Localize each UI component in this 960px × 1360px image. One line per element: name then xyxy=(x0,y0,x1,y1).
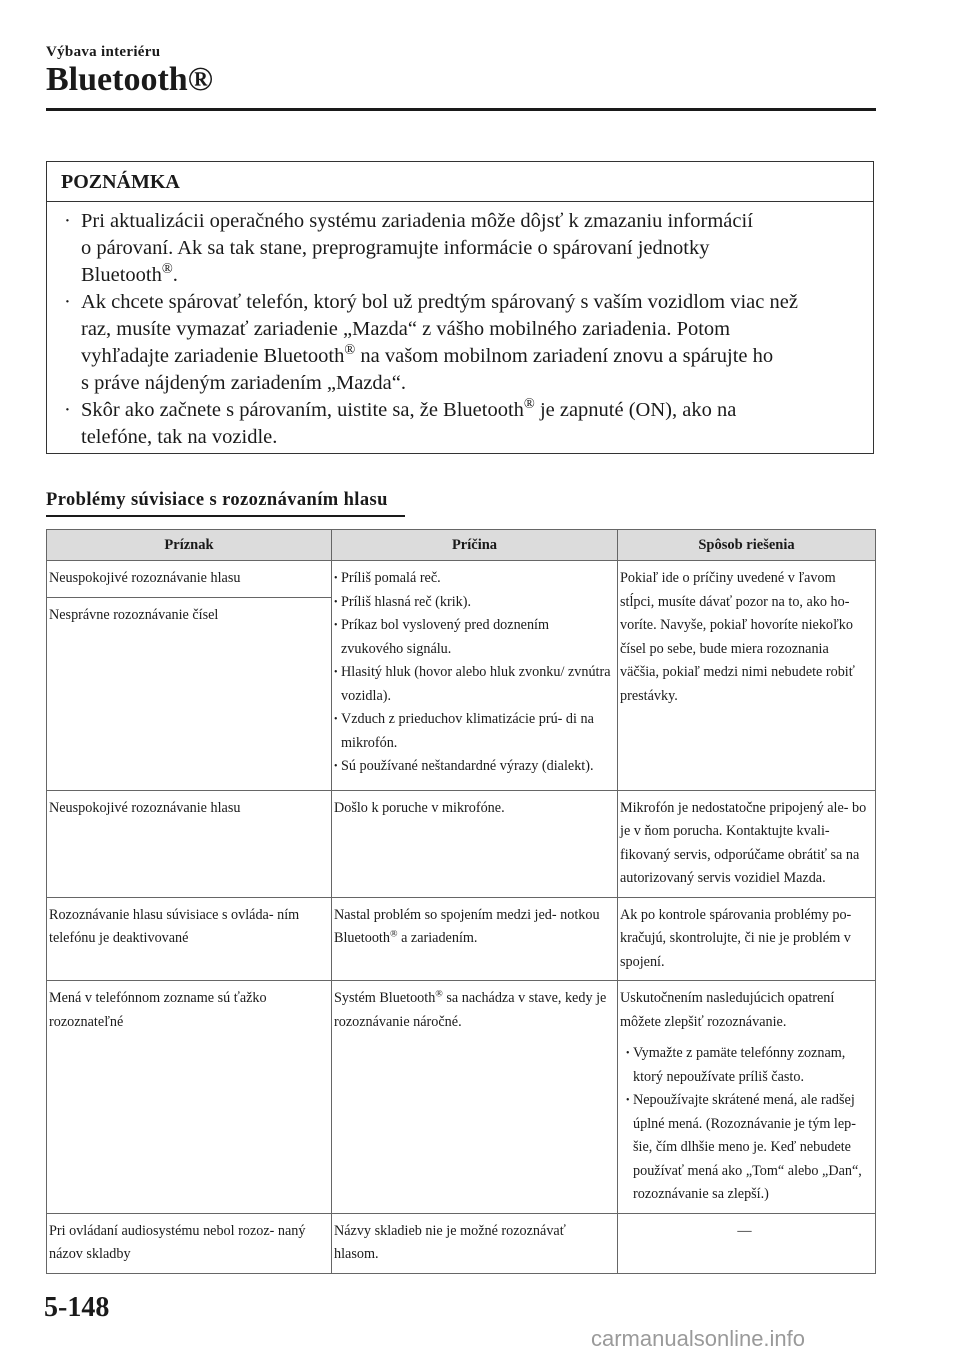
note-text: Bluetooth xyxy=(81,264,162,286)
cause-list xyxy=(334,567,611,779)
symptom-cell: Pri ovládaní audiosystému nebol rozoz- naný názov skladby xyxy=(47,1213,332,1273)
list-item: • Vzduch z prieduchov klimatizácie prú- di na mikrofón. xyxy=(334,708,611,755)
note-bullet: · xyxy=(64,291,71,313)
cause-cell xyxy=(332,981,618,1214)
list-item: • Sú používané neštandardné výrazy (dialekt). xyxy=(334,755,611,779)
solution-list xyxy=(620,1042,869,1207)
header-symptom: Príznak xyxy=(47,530,332,561)
list-item: • Príkaz bol vyslovený pred doznením zvukového signálu. xyxy=(334,614,611,661)
table-row xyxy=(47,897,876,981)
watermark: carmanualsonline.info xyxy=(591,1326,806,1351)
solution-cell: Pokiaľ ide o príčiny uvedené v ľavom stĺpci, musíte dávať pozor na to, ako ho- voríte. Navyše, pokiaľ hovoríte niekoľko čísel po sebe, bude miera rozoznania väčšia, pokiaľ medzi nimi nebudete robiť prestávky. xyxy=(618,561,876,791)
table-row xyxy=(47,561,876,598)
cause-cell xyxy=(332,561,618,791)
note-text: vyhľadajte zariadenie Bluetooth xyxy=(81,345,345,367)
note-text: Ak chcete spárovať telefón, ktorý bol už predtým spárovaný s vaším vozidlom viac než xyxy=(81,291,798,313)
list-item: • Príliš hlasná reč (krik). xyxy=(334,591,611,615)
note-box xyxy=(46,161,874,454)
symptom-cell: Neuspokojivé rozoznávanie hlasu xyxy=(47,561,332,598)
note-item: · Pri aktualizácii operačného systému zariadenia môže dôjsť k zmazaniu informácií o párovaní. Ak sa tak stane, preprogramujte informácie o spárovaní jednotky Bluetooth®. xyxy=(64,210,753,286)
registered-mark: ® xyxy=(435,988,443,1000)
note-bullet: · xyxy=(64,210,71,232)
section-label: Výbava interiéru xyxy=(46,44,161,60)
symptom-cell: Nesprávne rozoznávanie čísel xyxy=(47,597,332,790)
list-item: • Príliš pomalá reč. xyxy=(334,567,611,591)
solution-cell xyxy=(618,981,876,1214)
note-text: je zapnuté (ON), ako na xyxy=(539,399,737,421)
list-item: • Hlasitý hluk (hovor alebo hluk zvonku/ zvnútra vozidla). xyxy=(334,661,611,708)
note-text: o párovaní. Ak sa tak stane, preprogramujte informácie o spárovaní jednotky xyxy=(81,237,710,259)
note-bullet: · xyxy=(64,399,71,421)
solution-cell: Ak po kontrole spárovania problémy po- kračujú, skontrolujte, či nie je problém v spojení. xyxy=(618,897,876,981)
header-cause: Príčina xyxy=(332,530,618,561)
cause-text: Nastal problém so spojením medzi jed- notkou Bluetooth xyxy=(334,906,600,946)
cause-cell: Názvy skladieb nie je možné rozoznávať hlasom. xyxy=(332,1213,618,1273)
solution-cell: Mikrofón je nedostatočne pripojený ale- bo je v ňom porucha. Kontaktujte kvali- fikovaný servis, odporúčame obrátiť sa na autorizovaný servis vozidiel Mazda. xyxy=(618,790,876,897)
list-item: • Vymažte z pamäte telefónny zoznam, ktorý nepoužívate príliš často. xyxy=(626,1042,869,1089)
list-item: • Nepoužívajte skrátené mená, ale radšej úplné mená. (Rozoznávanie je tým lep- šie, čím dlhšie meno je. Keď nebudete používať mená ako „Tom“ alebo „Dan“, rozoznávanie sa zlepší.) xyxy=(626,1089,869,1207)
note-text: Skôr ako začnete s párovaním, uistite sa, že Bluetooth xyxy=(81,399,524,421)
note-text: telefóne, tak na vozidle. xyxy=(81,426,278,448)
cause-text: Systém Bluetooth xyxy=(334,990,436,1006)
registered-mark: ® xyxy=(344,342,356,359)
table-row xyxy=(47,1213,876,1273)
page-number: 5-148 xyxy=(44,1292,110,1323)
note-item xyxy=(61,397,859,451)
subsection-title: Problémy súvisiace s rozoznávaním hlasu xyxy=(46,490,388,510)
solution-intro: Uskutočnením nasledujúcich opatrení môžete zlepšiť rozoznávanie. xyxy=(620,990,835,1030)
registered-mark: ® xyxy=(523,396,535,413)
registered-mark: ® xyxy=(389,928,398,940)
troubleshooting-table xyxy=(46,529,876,1274)
note-text: s práve nájdeným zariadením „Mazda“. xyxy=(81,372,406,394)
title-rule xyxy=(46,108,876,111)
table-header-row xyxy=(47,530,876,561)
table-row xyxy=(47,790,876,897)
cause-text: a zariadením. xyxy=(397,930,478,946)
cause-cell xyxy=(332,897,618,981)
symptom-cell: Mená v telefónnom zozname sú ťažko rozoznateľné xyxy=(47,981,332,1214)
subsection-rule xyxy=(46,515,405,517)
note-text: raz, musíte vymazať zariadenie „Mazda“ z vášho mobilného zariadenia. Potom xyxy=(81,318,731,340)
registered-mark: ® xyxy=(161,261,173,278)
cause-text: sa nachádza v stave, kedy je rozoznávanie náročné. xyxy=(334,990,607,1030)
cause-cell: Došlo k poruche v mikrofóne. xyxy=(332,790,618,897)
symptom-cell: Rozoznávanie hlasu súvisiace s ovláda- ním telefónu je deaktivované xyxy=(47,897,332,981)
note-item xyxy=(61,289,859,397)
solution-cell: — xyxy=(618,1213,876,1273)
symptom-cell: Neuspokojivé rozoznávanie hlasu xyxy=(47,790,332,897)
note-text: Pri aktualizácii operačného systému zariadenia môže dôjsť k zmazaniu informácií xyxy=(81,210,753,232)
note-text: na vašom mobilnom zariadení znovu a spárujte ho xyxy=(360,345,774,367)
header-solution: Spôsob riešenia xyxy=(618,530,876,561)
note-heading: POZNÁMKA xyxy=(47,162,873,202)
table-row xyxy=(47,981,876,1214)
page-title: Bluetooth® xyxy=(46,61,214,98)
note-list xyxy=(47,202,873,451)
